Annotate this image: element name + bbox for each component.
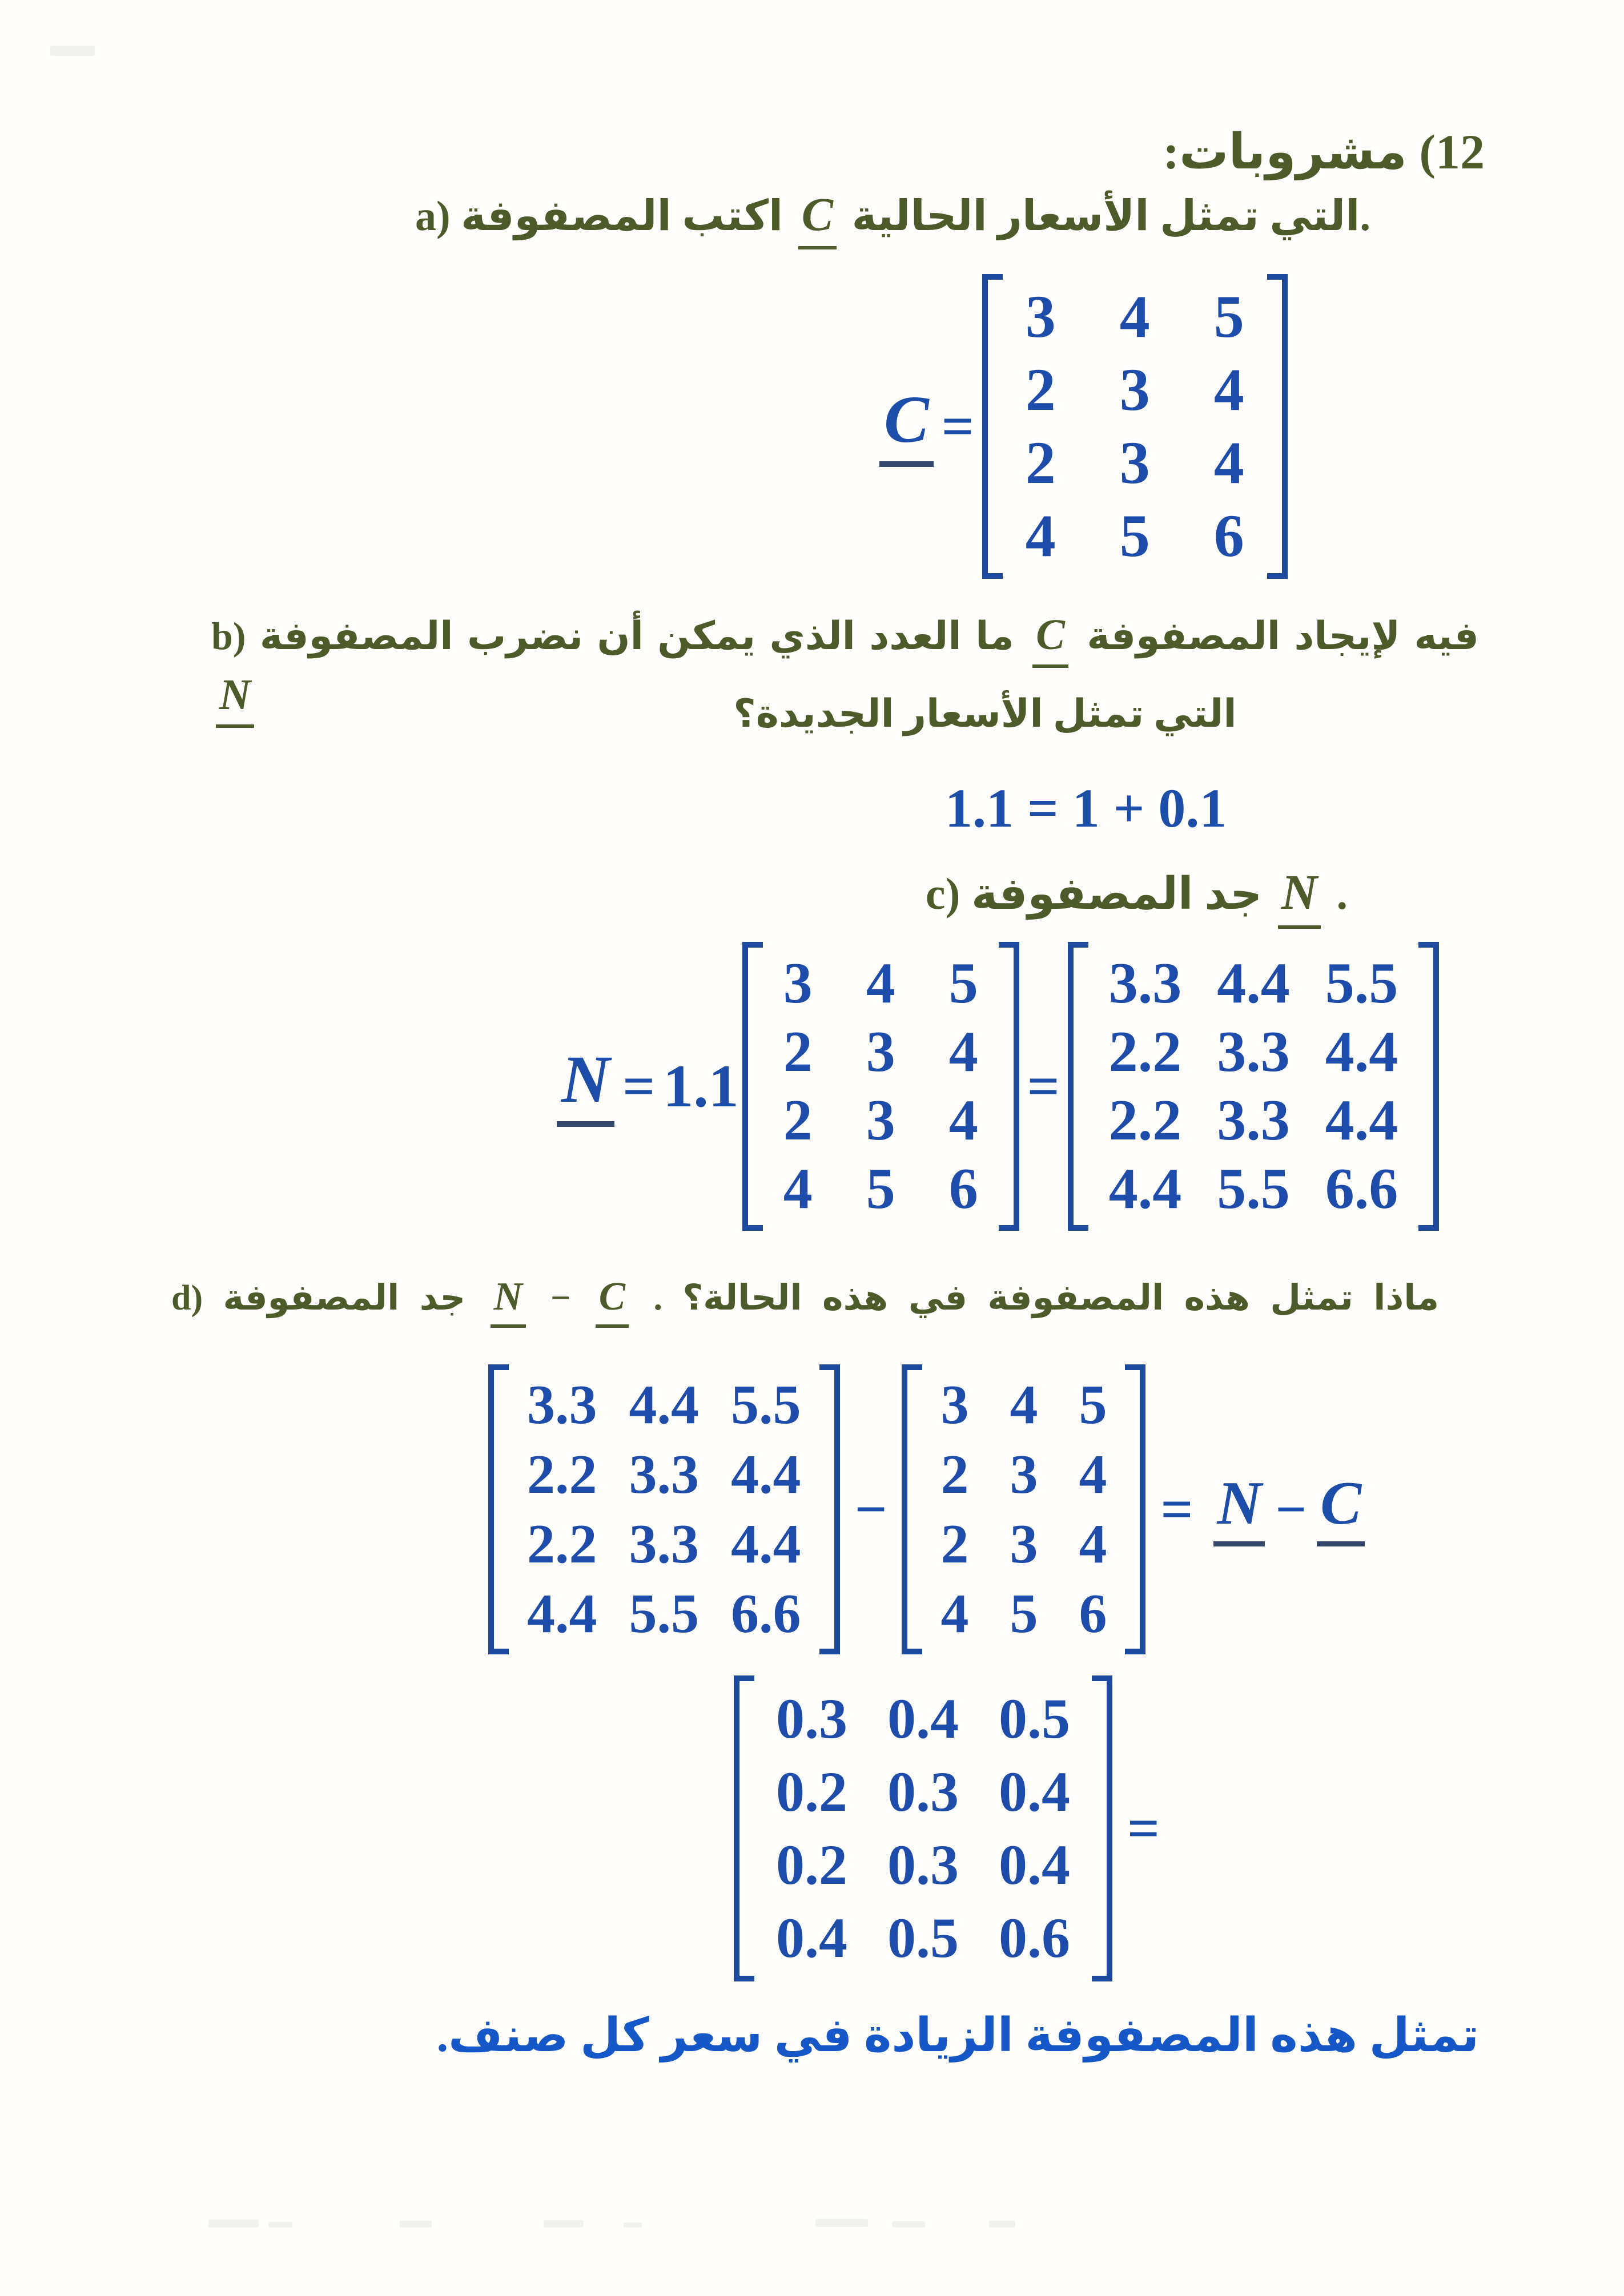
matrix-cell: 2 — [783, 1020, 813, 1084]
matrix-cell: 6.6 — [731, 1583, 801, 1645]
minus-sign: − — [854, 1477, 887, 1541]
matrix-bracket-right — [819, 1364, 840, 1654]
text-segment: فيه لإيجاد المصفوفة — [1072, 614, 1480, 658]
matrix-cell: 4.4 — [1325, 1088, 1398, 1153]
matrix-cell: 4 — [1079, 1513, 1107, 1575]
matrix-cell: 0.5 — [887, 1906, 959, 1969]
scan-artifact — [989, 2221, 1015, 2227]
matrix-cell: 4 — [1079, 1444, 1107, 1505]
text-segment: − — [530, 1279, 591, 1318]
matrix-cell: 3 — [1010, 1513, 1038, 1575]
matrix-cell: 4.4 — [527, 1583, 597, 1645]
matrix-cell: 0.3 — [887, 1760, 959, 1823]
scan-artifact — [815, 2219, 868, 2227]
matrix-bracket-right — [1092, 1675, 1112, 1981]
matrix-bracket-left — [902, 1364, 922, 1654]
matrix-bracket-right — [1418, 942, 1439, 1231]
matrix-c-values — [742, 942, 1019, 1231]
matrix-variable-c: C — [879, 386, 934, 467]
scan-artifact — [892, 2221, 925, 2227]
scan-artifact — [50, 46, 95, 56]
matrix-cell: 3 — [1010, 1444, 1038, 1505]
inline-matrix-variable: N — [216, 671, 254, 728]
matrix-cell: 4.4 — [1108, 1157, 1182, 1221]
matrix-variable: N — [1213, 1473, 1265, 1546]
matrix-cell: 2.2 — [527, 1444, 597, 1505]
matrix-variable-n: N — [557, 1046, 614, 1127]
matrix-cell: 0.2 — [776, 1833, 847, 1896]
matrix-cell: 2 — [940, 1444, 969, 1505]
matrix-cell: 2.2 — [1108, 1020, 1182, 1084]
matrix-values-grid — [922, 1364, 1125, 1654]
inline-matrix-variable: C — [798, 188, 837, 249]
scalar-equation: 1.1 = 1 + 0.1 — [945, 778, 1227, 839]
operator: − — [1275, 1479, 1307, 1540]
matrix-cell: 4 — [940, 1583, 969, 1645]
text-segment: . — [1325, 869, 1348, 919]
matrix-cell: 3 — [1119, 356, 1150, 423]
matrix-cell: 0.4 — [999, 1833, 1070, 1896]
matrix-bracket-left — [734, 1675, 754, 1981]
matrix-cell: 4 — [866, 951, 895, 1016]
matrix-cell: 3.3 — [527, 1374, 597, 1436]
matrix-cell: 5 — [1119, 502, 1150, 569]
text-segment: a) اكتب المصفوفة — [415, 193, 794, 240]
equation-n-definition — [557, 942, 1439, 1231]
equals-sign: = — [941, 394, 974, 458]
conclusion-text: تمثل هذه المصفوفة الزيادة في سعر كل صنف. — [436, 2009, 1479, 2061]
matrix-cell: 2 — [783, 1088, 813, 1153]
matrix-cell: 0.2 — [776, 1760, 847, 1823]
scalar-coefficient: 1.1 — [663, 1053, 739, 1119]
matrix-cell: 5 — [1079, 1374, 1107, 1436]
matrix-cell: 3 — [1119, 429, 1150, 496]
matrix-cell: 0.4 — [999, 1760, 1070, 1823]
matrix-cell: 5 — [1010, 1583, 1038, 1645]
matrix-cell: 5 — [948, 951, 978, 1016]
matrix-cell: 0.5 — [999, 1687, 1070, 1750]
matrix-cell: 2 — [1025, 356, 1056, 423]
matrix-cell: 6 — [948, 1157, 978, 1221]
matrix-cell: 3 — [783, 951, 813, 1016]
scan-artifact — [268, 2222, 292, 2227]
matrix-cell: 2 — [1025, 429, 1056, 496]
equals-sign: = — [622, 1054, 656, 1118]
question-c-text — [926, 860, 1348, 929]
text-segment: b) ما العدد الذي يمكن أن نضرب المصفوفة — [211, 614, 1028, 658]
matrix-cell: 5 — [866, 1157, 895, 1221]
matrix-cell: 0.6 — [999, 1906, 1070, 1969]
scan-artifact — [208, 2220, 259, 2227]
matrix-cell: 4.4 — [1217, 951, 1290, 1016]
matrix-n-values — [488, 1364, 840, 1654]
matrix-values-grid — [1003, 274, 1267, 579]
matrix-values-grid — [509, 1364, 819, 1654]
scan-artifact — [624, 2222, 642, 2227]
matrix-cell: 3.3 — [629, 1444, 699, 1505]
matrix-cell: 6 — [1213, 502, 1244, 569]
matrix-cell: 4 — [783, 1157, 813, 1221]
matrix-cell: 3 — [940, 1374, 969, 1436]
equation-subtraction — [488, 1364, 1370, 1654]
matrix-cell: 4.4 — [1325, 1020, 1398, 1084]
inline-matrix-variable: C — [1032, 611, 1068, 668]
matrix-bracket-right — [1267, 274, 1288, 579]
matrix-bracket-right — [999, 942, 1019, 1231]
equals-sign: = — [1027, 1054, 1060, 1118]
inline-matrix-variable: C — [596, 1275, 629, 1328]
matrix-cell: 3.3 — [629, 1513, 699, 1575]
text-segment: التي تمثل الأسعار الحالية. — [841, 193, 1370, 240]
matrix-cell: 5.5 — [1325, 951, 1398, 1016]
equation-result — [734, 1675, 1175, 1981]
inline-matrix-variable: N — [491, 1275, 526, 1328]
matrix-cell: 2.2 — [527, 1513, 597, 1575]
matrix-c-values — [902, 1364, 1145, 1654]
equals-sign: = — [1160, 1477, 1193, 1541]
matrix-cell: 0.4 — [887, 1687, 959, 1750]
question-a-text — [415, 184, 1370, 249]
matrix-cell: 4 — [1213, 356, 1244, 423]
expression-n-minus-c — [1208, 1469, 1370, 1546]
scan-artifact — [544, 2220, 584, 2227]
matrix-cell: 4.4 — [629, 1374, 699, 1436]
matrix-cell: 4 — [1213, 429, 1244, 496]
matrix-cell: 5.5 — [1217, 1157, 1290, 1221]
matrix-cell: 0.4 — [776, 1906, 847, 1969]
matrix-cell: 4 — [948, 1020, 978, 1084]
matrix-c — [982, 274, 1288, 579]
matrix-difference-values — [734, 1675, 1112, 1981]
matrix-cell: 3.3 — [1217, 1020, 1290, 1084]
matrix-cell: 5 — [1213, 283, 1244, 350]
matrix-cell: 4 — [1010, 1374, 1038, 1436]
matrix-cell: 5.5 — [731, 1374, 801, 1436]
matrix-cell: 0.3 — [776, 1687, 847, 1750]
matrix-cell: 5.5 — [629, 1583, 699, 1645]
matrix-cell: 2 — [940, 1513, 969, 1575]
matrix-n-values — [1068, 942, 1440, 1231]
question-b-text-line2: التي تمثل الأسعار الجديدة؟ — [733, 692, 1237, 735]
matrix-bracket-left — [1068, 942, 1088, 1231]
matrix-values-grid — [754, 1675, 1092, 1981]
inline-matrix-variable: N — [1278, 864, 1321, 929]
matrix-cell: 2.2 — [1108, 1088, 1182, 1153]
matrix-cell: 3.3 — [1108, 951, 1182, 1016]
matrix-cell: 6.6 — [1325, 1157, 1398, 1221]
matrix-cell: 3 — [866, 1088, 895, 1153]
matrix-cell: 3 — [866, 1020, 895, 1084]
matrix-cell: 4 — [1025, 502, 1056, 569]
matrix-cell: 0.3 — [887, 1833, 959, 1896]
matrix-values-grid — [1088, 942, 1419, 1231]
matrix-cell: 4.4 — [731, 1513, 801, 1575]
matrix-bracket-right — [1125, 1364, 1145, 1654]
text-segment: c) جد المصفوفة — [925, 869, 1273, 919]
matrix-cell: 4 — [1119, 283, 1150, 350]
matrix-variable: C — [1317, 1473, 1365, 1546]
matrix-bracket-left — [488, 1364, 509, 1654]
question-d-text — [171, 1271, 1439, 1326]
problem-number-heading: 12) مشروبات: — [1163, 124, 1485, 179]
matrix-bracket-left — [742, 942, 763, 1231]
text-segment: d) جد المصفوفة — [171, 1279, 486, 1318]
matrix-cell: 4.4 — [731, 1444, 801, 1505]
matrix-cell: 6 — [1079, 1583, 1107, 1645]
matrix-cell: 3 — [1025, 283, 1056, 350]
scan-artifact — [400, 2221, 432, 2227]
matrix-cell: 3.3 — [1217, 1088, 1290, 1153]
equals-sign: = — [1127, 1796, 1160, 1860]
text-segment: . ماذا تمثل هذه المصفوفة في هذه الحالة؟ — [633, 1279, 1439, 1318]
equation-c-definition — [879, 274, 1288, 579]
matrix-bracket-left — [982, 274, 1003, 579]
matrix-cell: 4 — [948, 1088, 978, 1153]
matrix-values-grid — [763, 942, 999, 1231]
